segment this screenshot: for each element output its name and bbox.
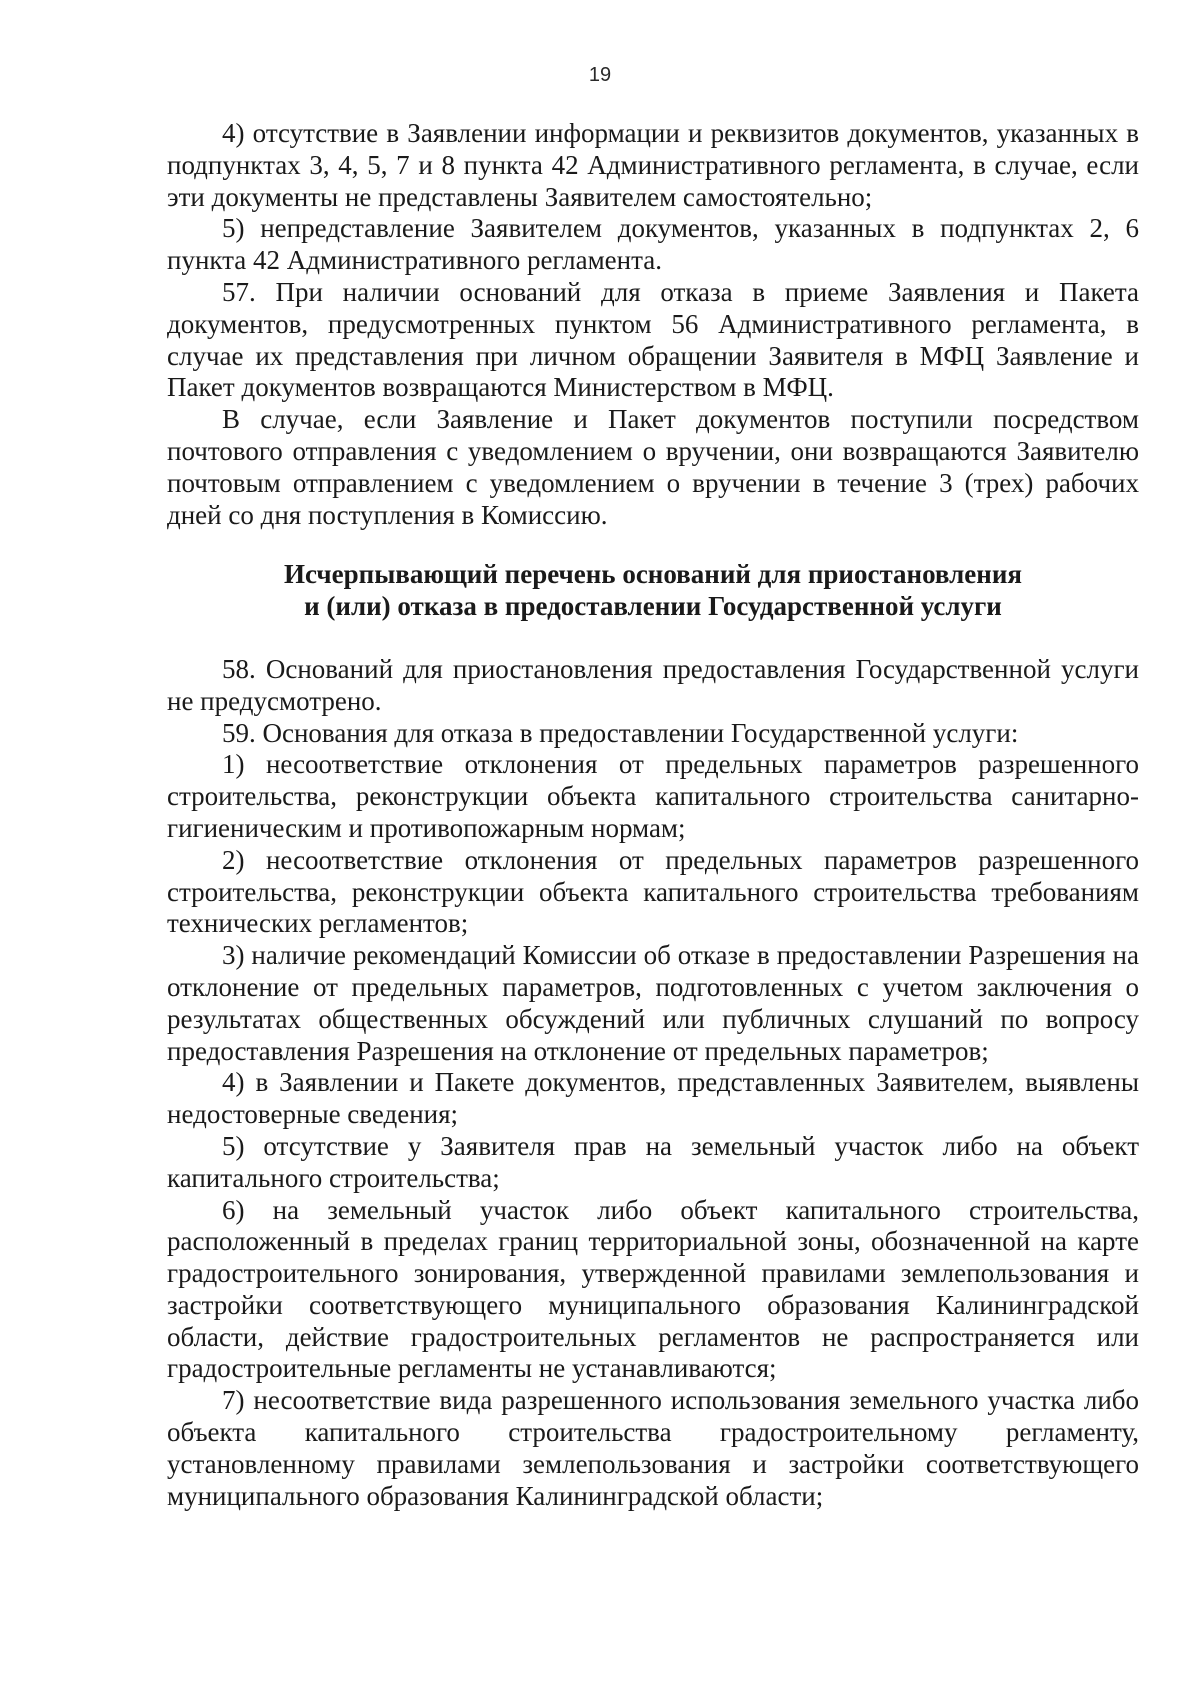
refusal-ground-6: 6) на земельный участок либо объект капитального строительства, расположенный в пределах границ территориальной зоны, обозначенной на карте градостроительного зонирования, утвержденной правилами землепользования и застройки соответствующего муниципального образования Калининградской области, действие градостроительных регламентов не распространяется или градостроительные регламенты не устанавливаются;: [167, 1194, 1139, 1384]
refusal-ground-3: 3) наличие рекомендаций Комиссии об отказе в предоставлении Разрешения на отклонение от предельных параметров, подготовленных с учетом заключения о результатах общественных обсуждений или публичных слушаний по вопросу предоставления Разрешения на отклонение от предельных параметров;: [167, 940, 1139, 1066]
document-body: [167, 118, 1139, 1512]
refusal-ground-5: 5) отсутствие у Заявителя прав на земельный участок либо на объект капитального строительства;: [167, 1130, 1139, 1193]
paragraph-item-4: 4) отсутствие в Заявлении информации и реквизитов документов, указанных в подпунктах 3, 4, 5, 7 и 8 пункта 42 Административного регламента, в случае, если эти документы не представлены Заявителем самостоятельно;: [167, 118, 1139, 212]
paragraph-clause-57: 57. При наличии оснований для отказа в приеме Заявления и Пакета документов, предусмотренных пунктом 56 Административного регламента, в случае их представления при личном обращении Заявителя в МФЦ Заявление и Пакет документов возвращаются Министерством в МФЦ.: [167, 276, 1139, 403]
paragraph-postal-return: В случае, если Заявление и Пакет документов поступили посредством почтового отправления с уведомлением о вручении, они возвращаются Заявителю почтовым отправлением с уведомлением о вручении в течение 3 (трех) рабочих дней со дня поступления в Комиссию.: [167, 404, 1139, 530]
paragraph-clause-58: 58. Оснований для приостановления предоставления Государственной услуги не предусмотрено.: [167, 653, 1139, 716]
refusal-ground-7: 7) несоответствие вида разрешенного использования земельного участка либо объекта капитального строительства градостроительному регламенту, установленному правилами землепользования и застройки соответствующего муниципального образования Калининградской области;: [167, 1385, 1139, 1511]
section-heading-line-2: и (или) отказа в предоставлении Государственной услуги: [304, 591, 1002, 622]
paragraph-item-5: 5) непредставление Заявителем документов, указанных в подпунктах 2, 6 пункта 42 Административного регламента.: [167, 213, 1139, 276]
refusal-ground-4: 4) в Заявлении и Пакете документов, представленных Заявителем, выявлены недостоверные сведения;: [167, 1067, 1139, 1130]
paragraph-clause-59: 59. Основания для отказа в предоставлении Государственной услуги:: [222, 717, 1019, 748]
page-number: 19: [588, 64, 612, 86]
refusal-ground-1: 1) несоответствие отклонения от предельных параметров разрешенного строительства, реконструкции объекта капитального строительства санитарно-гигиеническим и противопожарным нормам;: [167, 749, 1139, 843]
section-heading-line-1: Исчерпывающий перечень оснований для приостановления: [283, 559, 1023, 590]
refusal-ground-2: 2) несоответствие отклонения от предельных параметров разрешенного строительства, реконструкции объекта капитального строительства требованиям технических регламентов;: [167, 844, 1139, 939]
section-heading: [167, 559, 1139, 623]
